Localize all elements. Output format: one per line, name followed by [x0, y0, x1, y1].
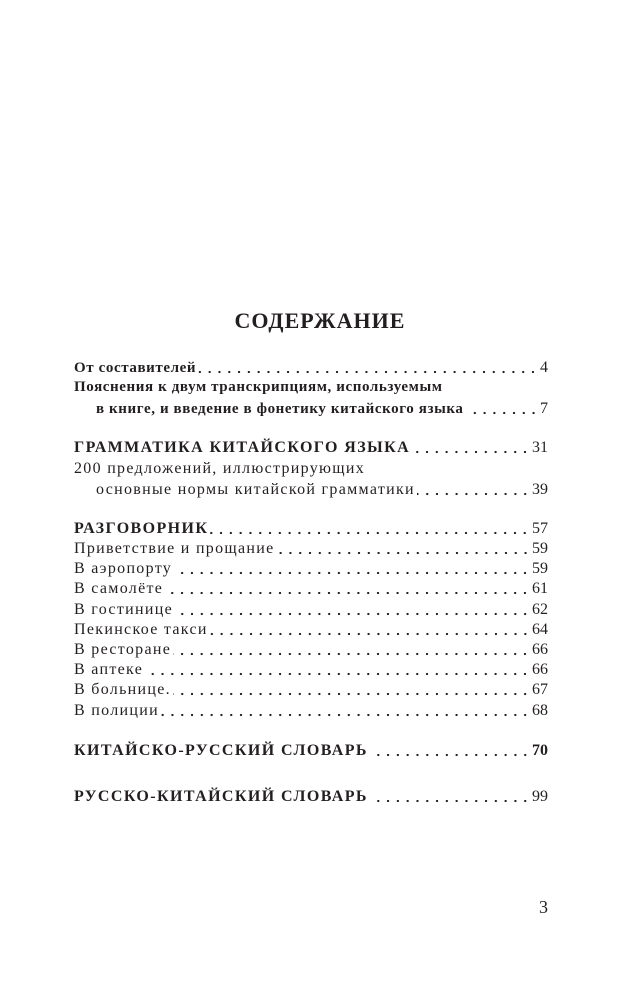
toc-entry	[74, 600, 548, 620]
toc-entry-label: Пекинское такси	[74, 621, 208, 638]
toc-entry-label: РАЗГОВОРНИК	[74, 520, 209, 537]
leader-dots	[370, 753, 530, 757]
toc-entry-label: 200 предложений, иллюстрирующих	[74, 460, 366, 477]
toc-entry	[74, 701, 548, 721]
toc-entry-page: 59	[532, 540, 548, 557]
toc-section	[74, 438, 548, 458]
toc-entry-label: В гостинице	[74, 601, 173, 618]
toc-entry-label: РУССКО-КИТАЙСКИЙ СЛОВАРЬ	[74, 788, 368, 805]
toc-entry	[74, 459, 548, 479]
toc-entry	[74, 399, 548, 419]
toc-entry	[74, 377, 548, 397]
leader-dots	[277, 551, 530, 555]
toc-entry-page: 70	[532, 742, 548, 759]
toc-entry	[74, 559, 548, 579]
toc-entry	[74, 579, 548, 599]
toc-entry-label: От составителей	[74, 360, 197, 376]
toc-entry	[74, 620, 548, 640]
toc-section	[74, 741, 548, 761]
page-number: 3	[539, 897, 548, 917]
toc-entry-label: Приветствие и прощание	[74, 540, 275, 557]
toc-entry-page: 64	[532, 621, 548, 638]
toc-entry-label: В больнице.	[74, 681, 171, 698]
leader-dots	[161, 713, 530, 717]
toc-entry-page: 99	[532, 788, 548, 805]
leader-dots	[173, 692, 530, 696]
toc-entry	[74, 480, 548, 500]
leader-dots	[173, 652, 530, 656]
leader-dots	[174, 571, 530, 575]
toc-entry	[74, 660, 548, 680]
leader-dots	[210, 632, 530, 636]
toc-entry	[74, 539, 548, 559]
toc-entry-page: 7	[540, 400, 548, 417]
toc-entry-label: В полиции	[74, 702, 159, 719]
toc-entry-label: В аптеке	[74, 661, 144, 678]
toc-entry-page: 66	[532, 641, 548, 658]
toc-entry-label: в книге, и введение в фонетику китайского языка	[96, 401, 464, 417]
toc-entry-page: 31	[532, 439, 548, 456]
toc-entry-label: КИТАЙСКО-РУССКИЙ СЛОВАРЬ	[74, 742, 368, 759]
leader-dots	[198, 370, 538, 374]
leader-dots	[145, 672, 530, 676]
toc-section	[74, 787, 548, 807]
toc-entry-page: 4	[540, 359, 548, 376]
toc-entry	[74, 680, 548, 700]
toc-entry-label: В ресторане	[74, 641, 172, 658]
leader-dots	[417, 492, 530, 496]
toc-entry-label: В аэропорту	[74, 560, 173, 577]
toc-section	[74, 519, 548, 539]
toc-entry	[74, 640, 548, 660]
page-title: СОДЕРЖАНИЕ	[234, 308, 406, 333]
leader-dots	[165, 591, 530, 595]
leader-dots	[466, 411, 538, 415]
toc-entry-page: 61	[532, 580, 548, 597]
toc-entry-page: 39	[532, 481, 548, 498]
toc-entry-label: Пояснения к двум транскрипциям, используемым	[74, 379, 443, 395]
leader-dots	[210, 531, 530, 535]
toc-entry-page: 68	[532, 702, 548, 719]
leader-dots	[175, 612, 530, 616]
toc-entry-label: В самолёте	[74, 580, 164, 597]
toc-entry-label: основные нормы китайской грамматики	[96, 481, 415, 498]
leader-dots	[370, 799, 530, 803]
leader-dots	[412, 450, 530, 454]
toc-entry-page: 67	[532, 681, 548, 698]
toc-entry-page: 66	[532, 661, 548, 678]
toc-entry-page: 59	[532, 560, 548, 577]
toc-entry-label: ГРАММАТИКА КИТАЙСКОГО ЯЗЫКА	[74, 439, 411, 456]
toc-entry-page: 62	[532, 601, 548, 618]
toc-entry	[74, 358, 548, 378]
toc-entry-page: 57	[532, 520, 548, 537]
